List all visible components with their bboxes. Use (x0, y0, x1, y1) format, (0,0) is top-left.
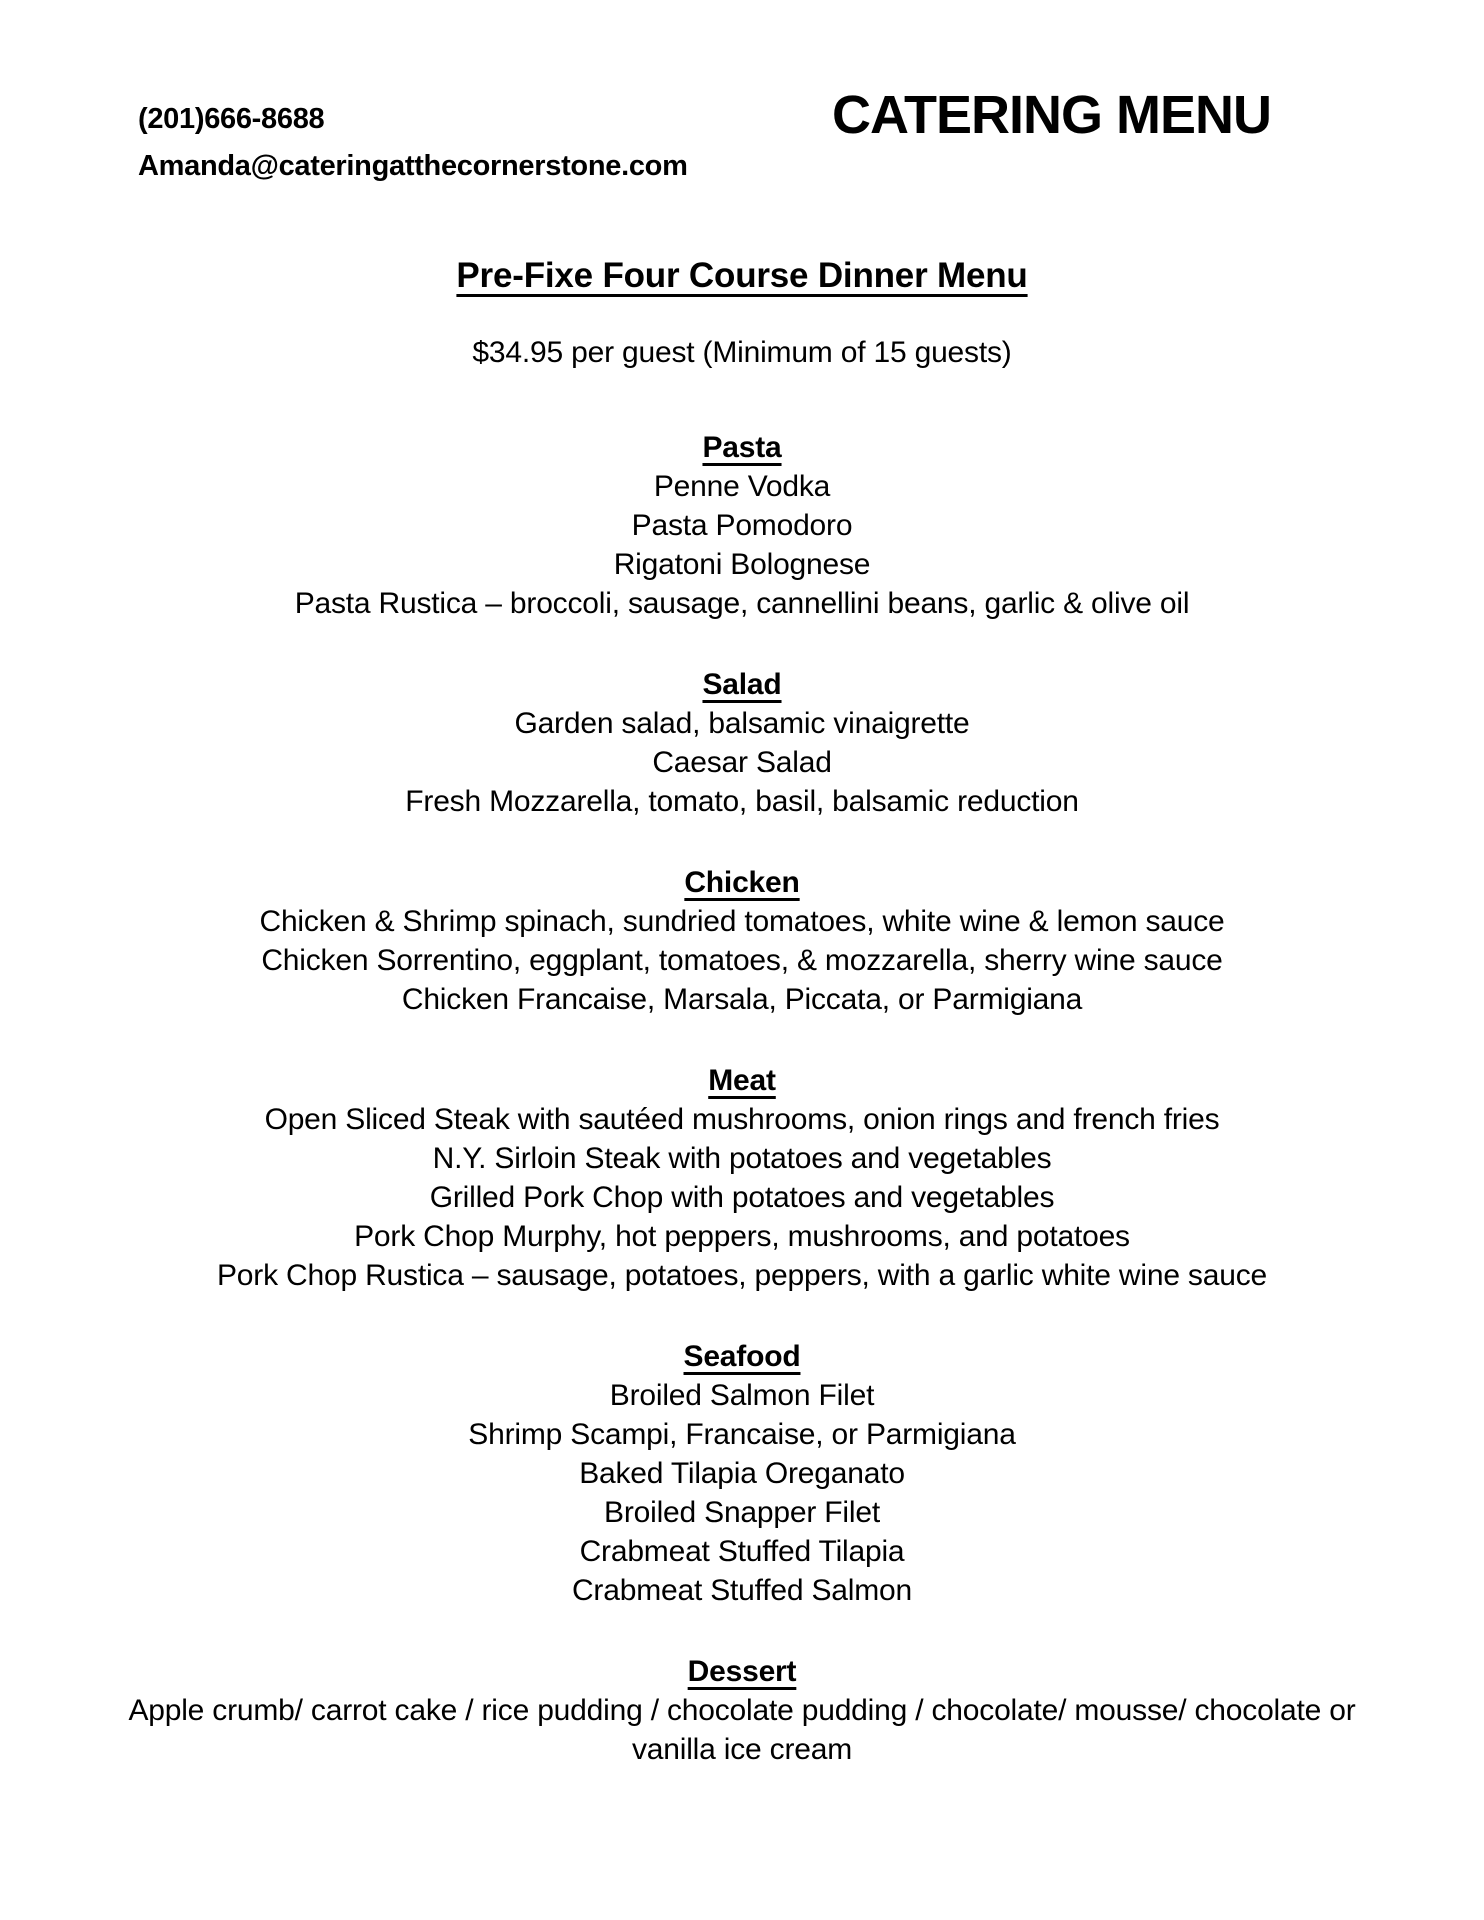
menu-item: Shrimp Scampi, Francaise, or Parmigiana (468, 1418, 1016, 1451)
menu-section-meat (127, 1061, 1357, 1295)
menu-sections (0, 428, 1484, 1769)
section-heading: Salad (702, 668, 782, 701)
section-heading: Pasta (702, 431, 782, 464)
menu-item: Apple crumb/ carrot cake / rice pudding / chocolate pudding / chocolate/ mousse/ chocolate or vanilla ice cream (128, 1694, 1356, 1766)
section-heading: Meat (708, 1064, 776, 1097)
menu-item: Pork Chop Murphy, hot peppers, mushrooms, and potatoes (354, 1220, 1130, 1253)
menu-item: Caesar Salad (652, 746, 832, 779)
contact-email: Amanda@cateringatthecornerstone.com (138, 150, 688, 182)
menu-item: Chicken Francaise, Marsala, Piccata, or Parmigiana (401, 983, 1083, 1016)
menu-item: Broiled Snapper Filet (604, 1496, 880, 1529)
menu-item: Chicken & Shrimp spinach, sundried tomatoes, white wine & lemon sauce (259, 905, 1225, 938)
menu-content (0, 254, 1484, 1811)
page-title: CATERING MENU (832, 85, 1271, 145)
menu-section-salad (127, 665, 1357, 821)
menu-item: Pork Chop Rustica – sausage, potatoes, peppers, with a garlic white wine sauce (217, 1259, 1267, 1292)
menu-item: Crabmeat Stuffed Salmon (571, 1574, 913, 1607)
menu-item: Baked Tilapia Oreganato (579, 1457, 905, 1490)
menu-item: Garden salad, balsamic vinaigrette (514, 707, 970, 740)
menu-section-chicken (127, 863, 1357, 1019)
menu-section-dessert (127, 1652, 1357, 1769)
menu-item: Rigatoni Bolognese (613, 548, 871, 581)
contact-phone: (201)666-8688 (138, 103, 325, 135)
menu-item: Pasta Pomodoro (631, 509, 853, 542)
menu-item: N.Y. Sirloin Steak with potatoes and vegetables (432, 1142, 1052, 1175)
menu-item: Fresh Mozzarella, tomato, basil, balsamic reduction (405, 785, 1079, 818)
price-line: $34.95 per guest (Minimum of 15 guests) (472, 336, 1012, 369)
section-heading: Dessert (687, 1655, 797, 1688)
menu-item: Chicken Sorrentino, eggplant, tomatoes, & mozzarella, sherry wine sauce (261, 944, 1223, 977)
menu-section-pasta (127, 428, 1357, 623)
contact-info (138, 96, 688, 190)
menu-item: Broiled Salmon Filet (609, 1379, 875, 1412)
menu-section-seafood (127, 1337, 1357, 1610)
menu-item: Pasta Rustica – broccoli, sausage, cannellini beans, garlic & olive oil (294, 587, 1190, 620)
menu-item: Crabmeat Stuffed Tilapia (579, 1535, 905, 1568)
section-heading: Chicken (684, 866, 800, 899)
menu-item: Grilled Pork Chop with potatoes and vegetables (429, 1181, 1055, 1214)
menu-heading: Pre-Fixe Four Course Dinner Menu (456, 256, 1028, 295)
menu-item: Penne Vodka (653, 470, 831, 503)
menu-item: Open Sliced Steak with sautéed mushrooms, onion rings and french fries (264, 1103, 1220, 1136)
section-heading: Seafood (683, 1340, 801, 1373)
